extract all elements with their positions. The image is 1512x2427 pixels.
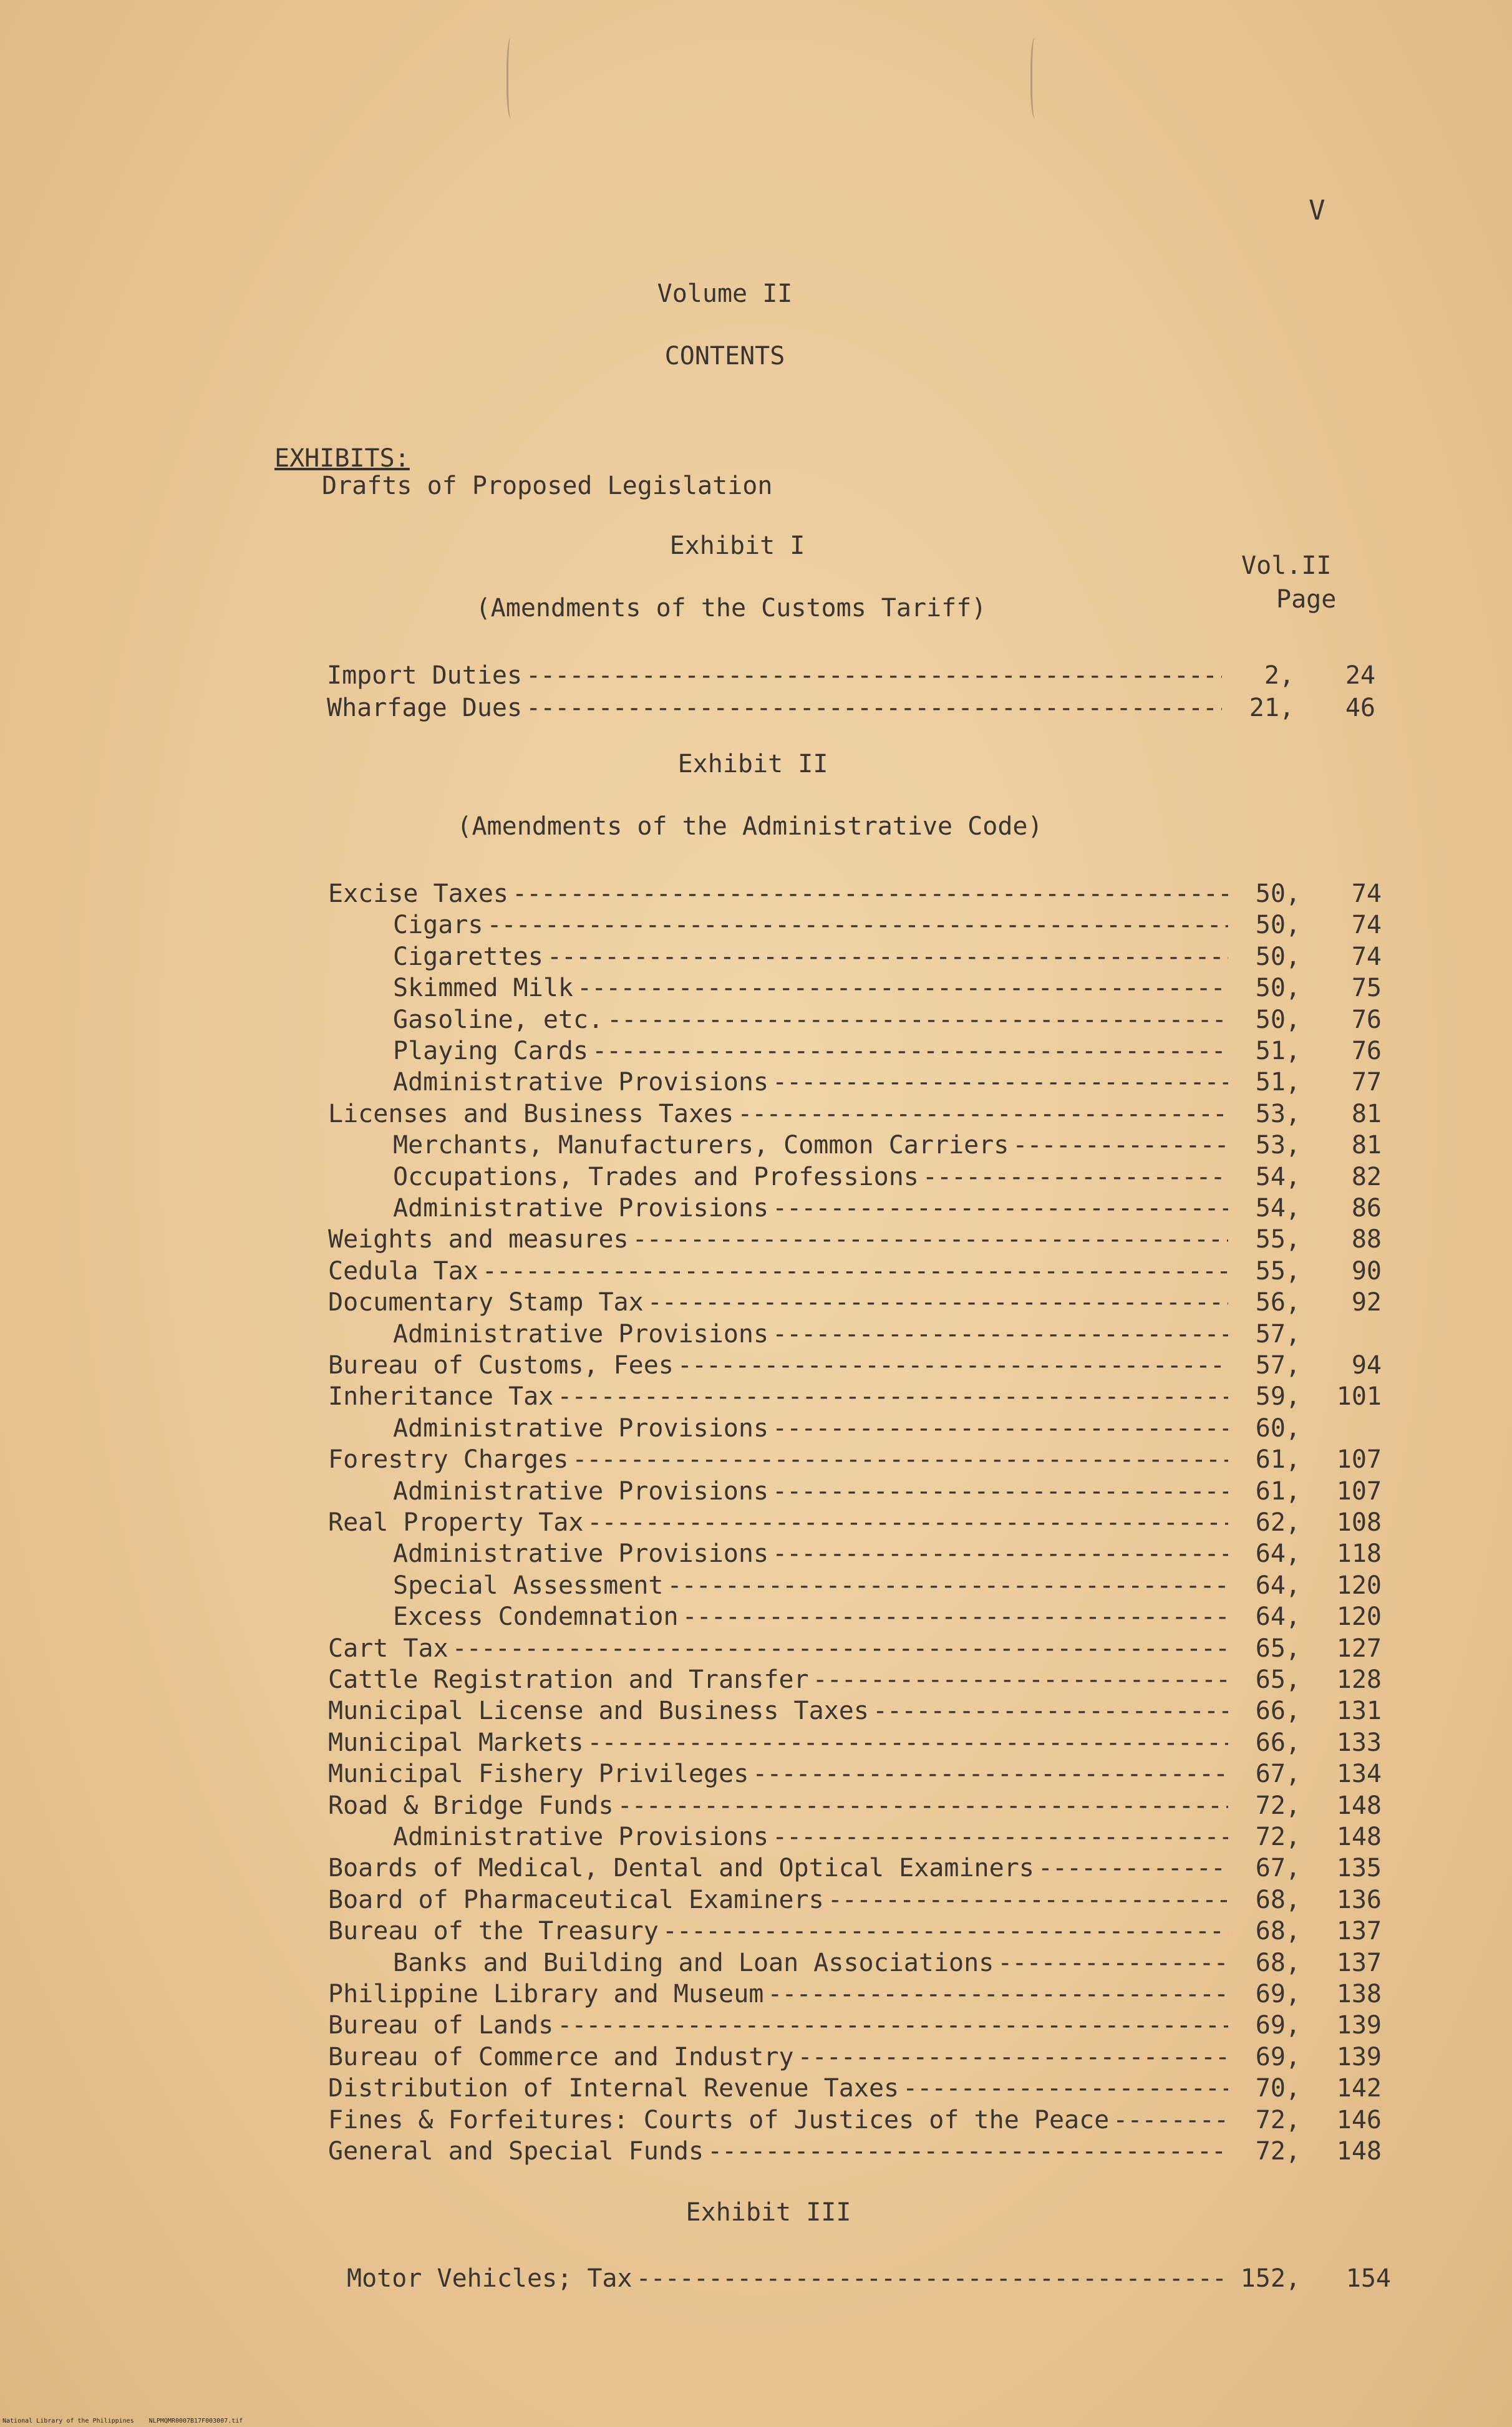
dot-leader [1038, 1854, 1228, 1882]
toc-entry [393, 1163, 1301, 1194]
toc-entry-label: Wharfage Dues [327, 694, 523, 722]
toc-entry-page-ref: 64, [1255, 1602, 1301, 1632]
dot-leader [482, 1257, 1228, 1286]
toc-entry-page-ref: 68, [1255, 1948, 1301, 1977]
toc-entry-label: Distribution of Internal Revenue Taxes [328, 2074, 899, 2103]
toc-entry-page-ref: 62, [1255, 1508, 1301, 1537]
toc-entry-page-ref: 53, [1255, 1099, 1301, 1128]
toc-entry-page-ref: 152, [1240, 2264, 1301, 2293]
toc-entry-vol2-page: 136 [1336, 1885, 1382, 1914]
toc-entry-page-ref: 65, [1255, 1634, 1301, 1663]
toc-entry-vol2-page: 74 [1351, 942, 1382, 971]
toc-entry-vol2-page: 148 [1336, 2137, 1382, 2166]
toc-entry-label: Administrative Provisions [393, 1539, 769, 1569]
dot-leader [557, 2011, 1228, 2040]
toc-entry-vol2-page: 92 [1351, 1288, 1382, 1317]
toc-entry-label: Playing Cards [393, 1037, 589, 1065]
dot-leader [767, 1980, 1228, 2008]
toc-entry-page-ref: 57, [1255, 1351, 1301, 1380]
toc-entry-label: Merchants, Manufacturers, Common Carriers [393, 1131, 1009, 1160]
toc-entry-vol2-page: 77 [1351, 1068, 1382, 1097]
toc-entry [328, 1886, 1301, 1917]
toc-entry-page-ref: 55, [1255, 1256, 1301, 1286]
toc-entry-page-ref: 68, [1255, 1917, 1301, 1946]
toc-entry-vol2-page: 101 [1336, 1382, 1382, 1412]
toc-entry [328, 1288, 1301, 1319]
toc-entry [347, 2264, 1301, 2295]
toc-entry-page-ref: 68, [1255, 1885, 1301, 1914]
toc-entry-vol2-page: 120 [1336, 1602, 1382, 1632]
dot-leader [1113, 2106, 1228, 2134]
toc-entry-page-ref: 54, [1255, 1162, 1301, 1191]
toc-entry-vol2-page: 107 [1336, 1476, 1382, 1506]
toc-entry-vol2-page: 131 [1336, 1697, 1382, 1726]
toc-entry-page-ref: 72, [1255, 2137, 1301, 2166]
exhibit2-title: Exhibit II [677, 750, 828, 778]
toc-entry [393, 911, 1301, 942]
toc-entry-vol2-page: 148 [1336, 1823, 1382, 1851]
toc-entry-page-ref: 69, [1255, 1980, 1301, 2008]
toc-entry-label: Gasoline, etc. [393, 1005, 604, 1034]
dot-leader [772, 1320, 1228, 1349]
toc-entry-label: Import Duties [327, 661, 523, 690]
exhibits-label: EXHIBITS: [274, 444, 410, 473]
column-header-vol: Vol.II [1241, 551, 1332, 580]
toc-entry [328, 1634, 1301, 1665]
toc-entry-page-ref: 66, [1255, 1728, 1301, 1757]
toc-entry-vol2-page: 154 [1345, 2264, 1391, 2293]
toc-entry-label: Inheritance Tax [328, 1382, 554, 1412]
dot-leader [772, 1194, 1228, 1223]
toc-entry-label: Municipal Markets [328, 1728, 584, 1757]
toc-entry-vol2-page: 120 [1336, 1571, 1382, 1600]
toc-entry [327, 694, 1294, 725]
toc-entry-label: Bureau of Customs, Fees [328, 1351, 674, 1380]
dot-leader [903, 2074, 1228, 2103]
toc-entry-vol2-page: 90 [1351, 1256, 1382, 1286]
toc-entry-label: Administrative Provisions [393, 1068, 769, 1097]
toc-entry-page-ref: 69, [1255, 2011, 1301, 2040]
toc-entry [393, 1414, 1301, 1445]
toc-entry [328, 2074, 1301, 2105]
drafts-label: Drafts of Proposed Legislation [322, 472, 773, 500]
dot-leader [452, 1634, 1228, 1663]
toc-entry [328, 1980, 1301, 2011]
toc-entry-label: Occupations, Trades and Professions [393, 1162, 919, 1191]
toc-entry-page-ref: 50, [1255, 974, 1301, 1003]
toc-entry [393, 1068, 1301, 1099]
toc-entry-page-ref: 66, [1255, 1697, 1301, 1726]
dot-leader [547, 942, 1228, 971]
toc-entry-page-ref: 51, [1255, 1068, 1301, 1097]
dot-leader [1012, 1131, 1228, 1160]
toc-entry-vol2-page: 107 [1336, 1445, 1382, 1475]
toc-entry-page-ref: 72, [1255, 1823, 1301, 1851]
dot-leader [682, 1602, 1228, 1631]
toc-entry-label: Cigarettes [393, 942, 543, 971]
toc-entry-label: Bureau of Commerce and Industry [328, 2042, 794, 2071]
toc-entry [328, 1854, 1301, 1885]
dot-leader [572, 1445, 1228, 1474]
staple-tear-mark [1030, 37, 1041, 119]
toc-entry-page-ref: 64, [1255, 1539, 1301, 1569]
toc-entry-label: Cigars [393, 911, 483, 940]
toc-entry-page-ref: 21, [1249, 694, 1294, 722]
toc-entry-label: Cart Tax [328, 1634, 448, 1663]
toc-entry-page-ref: 70, [1255, 2074, 1301, 2103]
dot-leader [798, 2043, 1228, 2071]
dot-leader [587, 1508, 1228, 1537]
toc-entry-label: Municipal License and Business Taxes [328, 1697, 869, 1726]
dot-leader [752, 1760, 1228, 1788]
toc-entry-vol2-page: 146 [1336, 2105, 1382, 2134]
dot-leader [772, 1414, 1228, 1443]
toc-entry-label: Bureau of the Treasury [328, 1917, 659, 1946]
dot-leader [577, 974, 1228, 1002]
dot-leader [707, 2137, 1228, 2166]
dot-leader [873, 1697, 1228, 1725]
toc-entry [328, 1351, 1301, 1382]
toc-entry-page-ref: 50, [1255, 942, 1301, 971]
toc-entry-label: Administrative Provisions [393, 1823, 769, 1851]
toc-entry-vol2-page: 76 [1351, 1005, 1382, 1034]
dot-leader [667, 1571, 1228, 1600]
toc-entry-label: Banks and Building and Loan Associations [393, 1948, 994, 1977]
dot-leader [737, 1100, 1228, 1128]
toc-entry [328, 1257, 1301, 1288]
toc-entry-vol2-page: 46 [1345, 694, 1375, 722]
toc-entry [328, 2043, 1301, 2074]
toc-entry-label: Excise Taxes [328, 879, 508, 908]
toc-entry-label: Real Property Tax [328, 1508, 584, 1537]
toc-entry-vol2-page: 24 [1345, 661, 1375, 690]
dot-leader [772, 1539, 1228, 1568]
toc-entry-page-ref: 55, [1255, 1225, 1301, 1254]
toc-entry-vol2-page: 133 [1336, 1728, 1382, 1757]
toc-entry-label: Cedula Tax [328, 1256, 478, 1286]
toc-entry-page-ref: 50, [1255, 1005, 1301, 1034]
toc-entry-vol2-page: 142 [1336, 2074, 1382, 2103]
toc-entry [328, 1445, 1301, 1476]
dot-leader [828, 1886, 1228, 1914]
toc-entry-page-ref: 72, [1255, 2105, 1301, 2134]
toc-entry-vol2-page: 137 [1336, 1917, 1382, 1946]
toc-entry [393, 1477, 1301, 1508]
dot-leader [772, 1068, 1228, 1097]
toc-entry [328, 1508, 1301, 1539]
toc-entry-vol2-page: 86 [1351, 1194, 1382, 1223]
toc-entry-vol2-page: 108 [1336, 1508, 1382, 1537]
toc-entry [328, 2106, 1301, 2137]
dot-leader [647, 1288, 1228, 1317]
toc-entry-page-ref: 64, [1255, 1571, 1301, 1600]
dot-leader [636, 2264, 1228, 2293]
toc-entry [393, 1037, 1301, 1068]
toc-entry-page-ref: 65, [1255, 1665, 1301, 1694]
toc-entry-label: Road & Bridge Funds [328, 1791, 614, 1820]
toc-entry-label: Special Assessment [393, 1571, 664, 1600]
toc-entry-vol2-page: 81 [1351, 1099, 1382, 1128]
toc-entry-vol2-page: 118 [1336, 1539, 1382, 1569]
dot-leader [662, 1917, 1228, 1945]
toc-entry [328, 1697, 1301, 1728]
toc-entry-label: Weights and measures [328, 1225, 629, 1254]
toc-entry [393, 942, 1301, 974]
toc-entry-vol2-page: 134 [1336, 1760, 1382, 1789]
toc-entry-vol2-page: 76 [1351, 1037, 1382, 1065]
toc-entry-label: Boards of Medical, Dental and Optical Examiners [328, 1854, 1034, 1883]
dot-leader [607, 1005, 1228, 1034]
toc-entry-label: Administrative Provisions [393, 1413, 769, 1443]
toc-entry [393, 1320, 1301, 1351]
dot-leader [487, 911, 1229, 939]
toc-entry-vol2-page: 82 [1351, 1162, 1382, 1191]
toc-entry-label: Forestry Charges [328, 1445, 569, 1475]
toc-entry-label: Licenses and Business Taxes [328, 1099, 734, 1128]
page-number: V [1309, 195, 1325, 226]
toc-entry-vol2-page: 148 [1336, 1791, 1382, 1820]
toc-entry-page-ref: 61, [1255, 1476, 1301, 1506]
toc-entry [328, 1917, 1301, 1948]
toc-entry-page-ref: 72, [1255, 1791, 1301, 1820]
toc-entry-page-ref: 56, [1255, 1288, 1301, 1317]
toc-entry-page-ref: 61, [1255, 1445, 1301, 1475]
toc-entry-vol2-page: 74 [1351, 879, 1382, 908]
toc-entry [393, 1194, 1301, 1225]
toc-entry-vol2-page: 137 [1336, 1948, 1382, 1977]
dot-leader [772, 1823, 1228, 1851]
toc-entry-page-ref: 53, [1255, 1131, 1301, 1160]
staple-tear-mark [506, 37, 517, 119]
dot-leader [526, 661, 1222, 690]
toc-entry-vol2-page: 88 [1351, 1225, 1382, 1254]
toc-entry [328, 879, 1301, 911]
toc-entry [328, 2137, 1301, 2168]
dot-leader [997, 1949, 1228, 1977]
exhibit3-title: Exhibit III [686, 2198, 851, 2227]
toc-entry [328, 1728, 1301, 1760]
toc-entry-page-ref: 50, [1255, 879, 1301, 908]
toc-entry [328, 1100, 1301, 1131]
toc-entry-label: Fines & Forfeitures: Courts of Justices of the Peace [328, 2105, 1110, 2134]
toc-entry-label: General and Special Funds [328, 2137, 704, 2166]
toc-entry-vol2-page: 135 [1336, 1854, 1382, 1883]
toc-entry-page-ref: 69, [1255, 2042, 1301, 2071]
toc-entry-page-ref: 67, [1255, 1854, 1301, 1883]
toc-entry [328, 1382, 1301, 1413]
toc-entry-label: Municipal Fishery Privileges [328, 1760, 749, 1789]
toc-entry [327, 661, 1294, 692]
toc-entry-label: Bureau of Lands [328, 2011, 554, 2040]
toc-entry-label: Excess Condemnation [393, 1602, 679, 1632]
toc-entry [393, 1823, 1301, 1854]
toc-entry-page-ref: 67, [1255, 1760, 1301, 1789]
toc-entry-label: Motor Vehicles; Tax [347, 2264, 632, 2293]
toc-entry-vol2-page: 127 [1336, 1634, 1382, 1663]
exhibit1-subtitle: (Amendments of the Customs Tariff) [475, 594, 987, 622]
toc-entry-vol2-page: 138 [1336, 1980, 1382, 2008]
toc-entry [328, 1225, 1301, 1256]
toc-entry [393, 1131, 1301, 1162]
toc-entry-label: Skimmed Milk [393, 974, 573, 1003]
dot-leader [592, 1037, 1228, 1065]
toc-entry-vol2-page: 81 [1351, 1131, 1382, 1160]
toc-entry-label: Documentary Stamp Tax [328, 1288, 644, 1317]
toc-entry-vol2-page: 74 [1351, 911, 1382, 940]
contents-title: CONTENTS [664, 342, 785, 371]
exhibit2-subtitle: (Amendments of the Administrative Code) [457, 812, 1043, 841]
toc-entry [393, 1602, 1301, 1634]
toc-entry-label: Philippine Library and Museum [328, 1980, 764, 2008]
toc-entry [328, 1665, 1301, 1697]
dot-leader [632, 1225, 1228, 1254]
toc-entry-label: Administrative Provisions [393, 1319, 769, 1349]
dot-leader [512, 879, 1228, 908]
toc-entry [393, 1949, 1301, 1980]
toc-entry-page-ref: 60, [1255, 1413, 1301, 1443]
toc-entry-page-ref: 2, [1264, 661, 1294, 690]
dot-leader [587, 1728, 1228, 1757]
toc-entry [328, 1791, 1301, 1823]
exhibit1-title: Exhibit I [669, 531, 805, 560]
volume-title: Volume II [657, 279, 793, 308]
toc-entry [393, 1571, 1301, 1602]
toc-entry-page-ref: 54, [1255, 1194, 1301, 1223]
toc-entry-page-ref: 59, [1255, 1382, 1301, 1412]
toc-entry-page-ref: 51, [1255, 1037, 1301, 1065]
dot-leader [813, 1665, 1228, 1694]
dot-leader [557, 1382, 1228, 1411]
toc-entry [328, 1760, 1301, 1791]
toc-entry-label: Administrative Provisions [393, 1194, 769, 1223]
dot-leader [677, 1351, 1228, 1380]
toc-entry-vol2-page: 75 [1351, 974, 1382, 1003]
toc-entry-page-ref: 57, [1255, 1319, 1301, 1349]
toc-entry-label: Cattle Registration and Transfer [328, 1665, 809, 1694]
toc-entry [393, 1539, 1301, 1571]
dot-leader [923, 1163, 1228, 1191]
toc-entry-vol2-page: 139 [1336, 2011, 1382, 2040]
toc-entry-vol2-page: 139 [1336, 2042, 1382, 2071]
column-header-page: Page [1276, 585, 1337, 614]
dot-leader [618, 1791, 1228, 1820]
archive-footer: National Library of the Philippines NLPMQMR0007B17F003007.tif [2, 2418, 243, 2425]
toc-entry-page-ref: 50, [1255, 911, 1301, 940]
toc-entry [393, 974, 1301, 1005]
toc-entry [393, 1005, 1301, 1037]
dot-leader [526, 694, 1222, 722]
toc-entry [328, 2011, 1301, 2042]
toc-entry-label: Board of Pharmaceutical Examiners [328, 1885, 824, 1914]
dot-leader [772, 1477, 1228, 1506]
toc-entry-vol2-page: 128 [1336, 1665, 1382, 1694]
toc-entry-vol2-page: 94 [1351, 1351, 1382, 1380]
toc-entry-label: Administrative Provisions [393, 1476, 769, 1506]
